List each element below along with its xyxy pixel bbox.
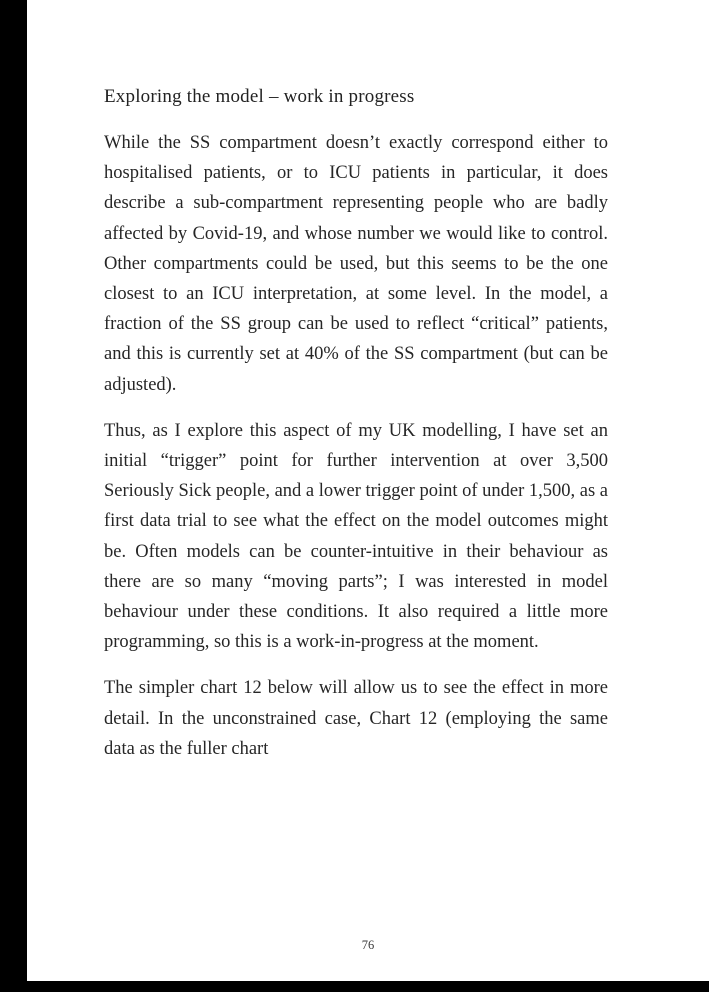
paragraph-3: The simpler chart 12 below will allow us to see the effect in more detail. In the unconstrained case, Chart 12 (employing the same data as the fuller chart — [104, 678, 608, 759]
paragraph-1: While the SS compartment doesn’t exactly correspond either to hospitalised patients, or to ICU patients in particular, it does describe a sub-compartment representing people who are badly affected by Covid-19, and whose number we would like to control. Other compartments could be used, but this seems to be the one closest to an ICU interpretation, at some level. In the model, a fraction of the SS group can be used to reflect “critical” patients, and this is currently set at 40% of the SS compartment (but can be adjusted). — [104, 133, 608, 395]
section-heading: Exploring the model – work in progress — [104, 86, 415, 107]
page-number: 76 — [361, 938, 375, 952]
text-column — [104, 84, 608, 764]
paragraph-2: Thus, as I explore this aspect of my UK modelling, I have set an initial “trigger” point for further intervention at over 3,500 Seriously Sick people, and a lower trigger point of under 1,500, as a first data trial to see what the effect on the model outcomes might be. Often models can be counter-intuitive in their behaviour as there are so many “moving parts”; I was interested in model behaviour under these conditions. It also required a little more programming, so this is a work-in-progress at the moment. — [104, 420, 609, 653]
document-page — [27, 0, 709, 981]
